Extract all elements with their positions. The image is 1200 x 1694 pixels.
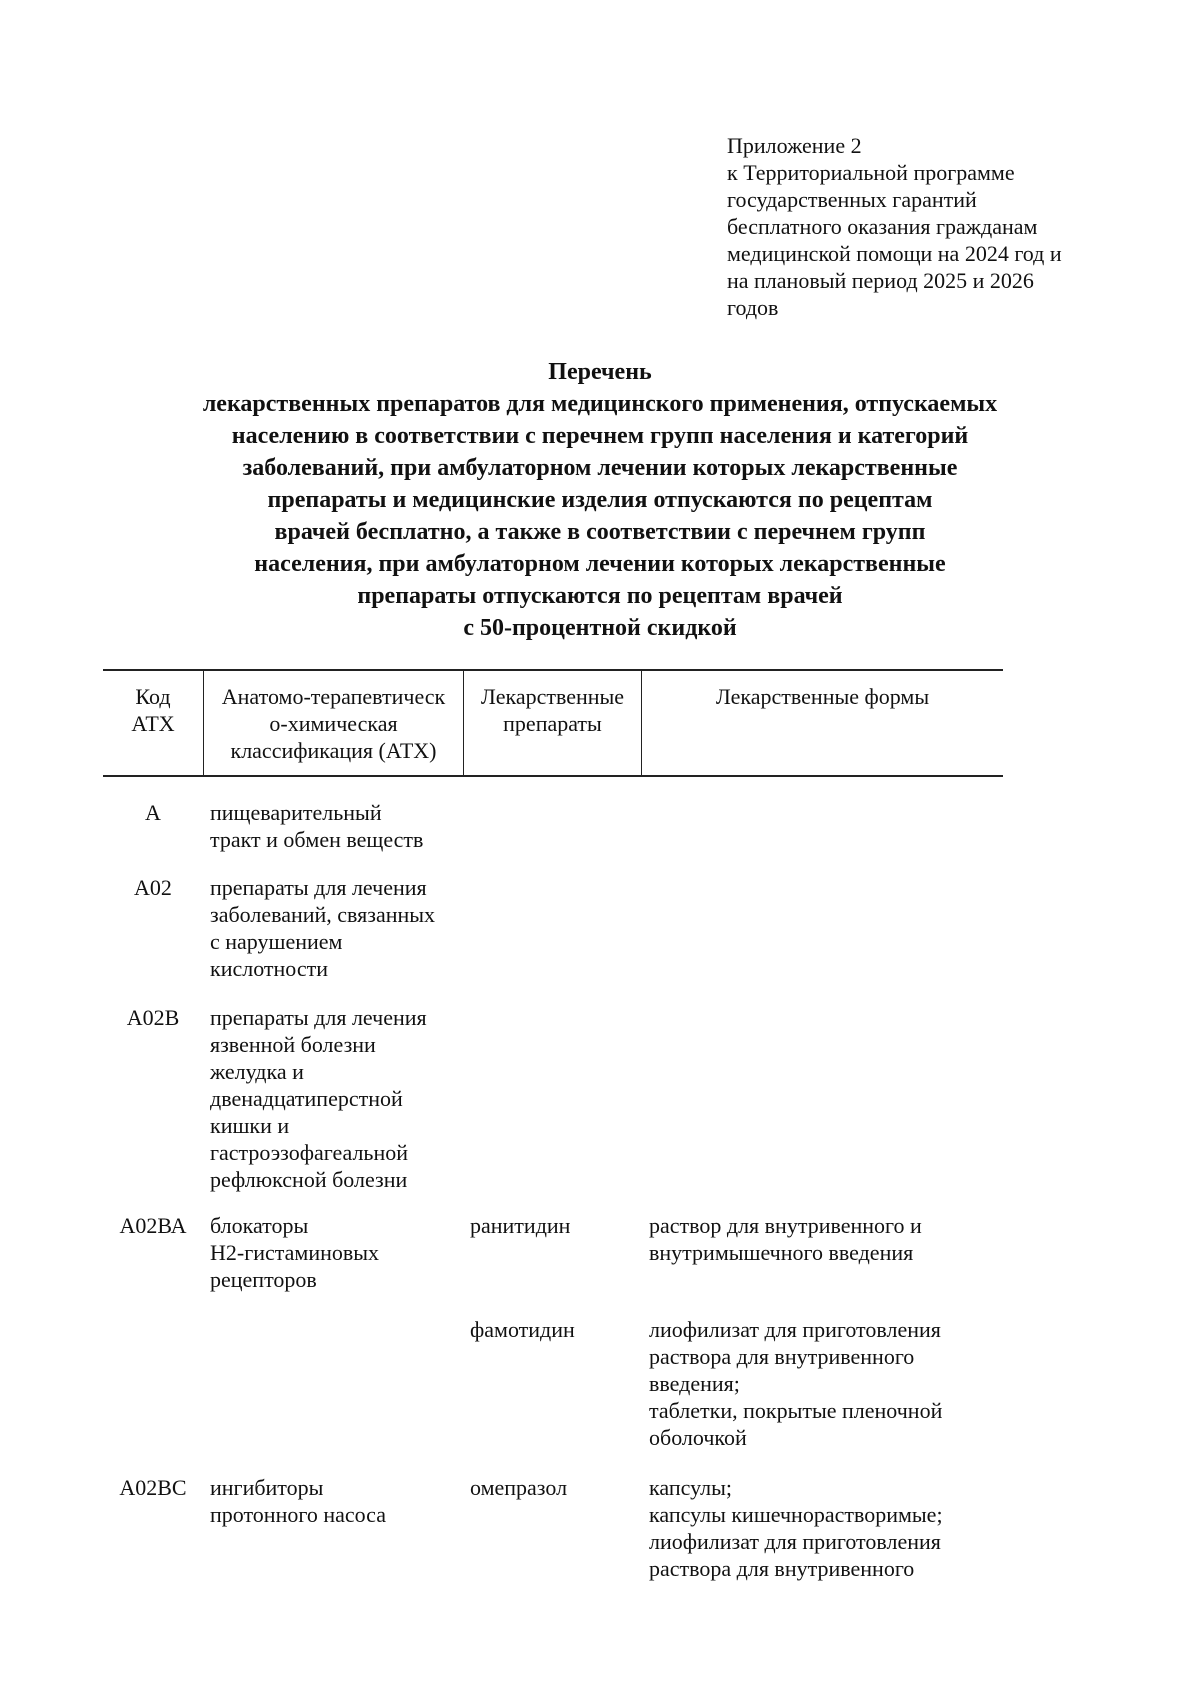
cell-drug: ранитидин xyxy=(470,1213,571,1238)
cell-code: А xyxy=(145,800,161,825)
title-line: с 50-процентной скидкой xyxy=(463,615,737,641)
title-line: населению в соответствии с перечнем групп населения и категорий xyxy=(231,423,969,449)
title-line: врачей бесплатно, а также в соответствии с перечнем групп xyxy=(274,519,926,545)
cell-drug: омепразол xyxy=(470,1475,568,1500)
cell-code: А02ВС xyxy=(119,1475,187,1500)
header-classification: Анатомо-терапевтическ о-химическая классификация (АТХ) xyxy=(203,671,463,775)
cell-code: А02 xyxy=(134,875,172,900)
cell-form: капсулы; капсулы кишечнорастворимые; лиофилизат для приготовления раствора для внутривенного xyxy=(649,1475,943,1581)
cell-form: лиофилизат для приготовления раствора для внутривенного введения; таблетки, покрытые пленочной оболочкой xyxy=(649,1317,943,1450)
appendix-line: бесплатного оказания гражданам xyxy=(727,214,1038,239)
cell-form: раствор для внутривенного и внутримышечного введения xyxy=(649,1213,922,1265)
cell-classification: ингибиторы протонного насоса xyxy=(210,1475,386,1527)
cell-code: А02ВА xyxy=(119,1213,187,1238)
cell-classification: препараты для лечения заболеваний, связанных с нарушением кислотности xyxy=(210,875,436,981)
title-line: населения, при амбулаторном лечении которых лекарственные xyxy=(254,551,946,577)
title-line: заболеваний, при амбулаторном лечении которых лекарственные xyxy=(242,455,958,481)
appendix-line: государственных гарантий xyxy=(727,187,977,212)
appendix-line: к Территориальной программе xyxy=(727,160,1015,185)
cell-classification: блокаторы Н2-гистаминовых рецепторов xyxy=(210,1213,380,1292)
header-code: Код АТХ xyxy=(131,684,175,736)
cell-drug: фамотидин xyxy=(470,1317,575,1342)
document-title xyxy=(100,356,1100,644)
title-line: Перечень xyxy=(548,359,652,385)
appendix-line: годов xyxy=(727,295,779,320)
table-header xyxy=(103,669,1003,777)
medicines-table xyxy=(103,669,1003,1581)
cell-code: А02В xyxy=(126,1005,180,1030)
cell-classification: препараты для лечения язвенной болезни желудка и двенадцатиперстной кишки и гастроэзофагеальной рефлюксной болезни xyxy=(210,1005,427,1192)
appendix-note xyxy=(727,132,1107,321)
appendix-line: на плановый период 2025 и 2026 xyxy=(727,268,1034,293)
header-forms: Лекарственные формы xyxy=(641,671,1003,775)
title-line: препараты и медицинские изделия отпускаются по рецептам xyxy=(267,487,933,513)
cell-classification: пищеварительный тракт и обмен веществ xyxy=(210,800,424,852)
header-drugs: Лекарственные препараты xyxy=(463,671,641,775)
title-line: препараты отпускаются по рецептам врачей xyxy=(357,583,843,609)
appendix-line: медицинской помощи на 2024 год и xyxy=(727,241,1062,266)
title-line: лекарственных препаратов для медицинского применения, отпускаемых xyxy=(202,391,998,417)
appendix-line: Приложение 2 xyxy=(727,133,862,158)
